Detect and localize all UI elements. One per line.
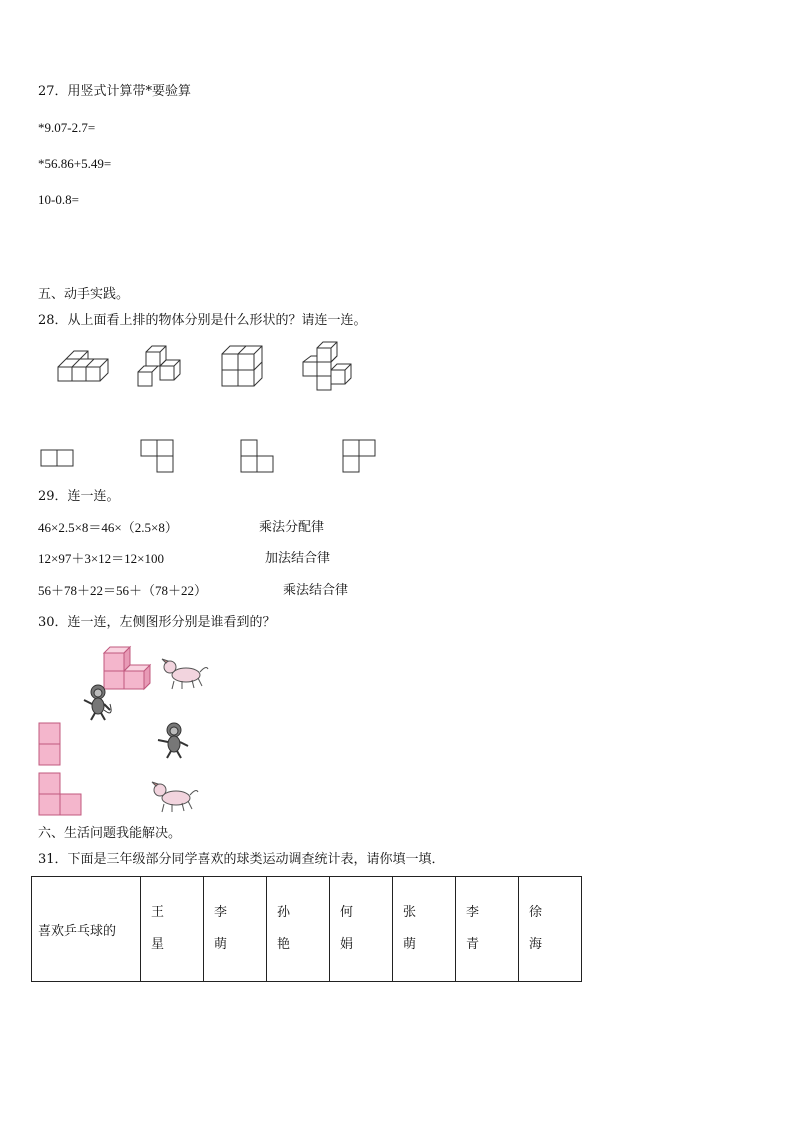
- q28-solid-1: [52, 342, 112, 402]
- q28-view-4: [342, 438, 382, 478]
- section6-title: 六、生活问题我能解决。: [38, 826, 182, 841]
- q27-item-3: 10-0.8=: [38, 192, 79, 207]
- q29-left-3: 56＋78＋22＝56＋（78＋22）: [38, 583, 208, 598]
- q30-view-l-shape: [38, 772, 88, 818]
- name-cell: 张 萌: [393, 877, 456, 982]
- name-cell: 何 娟: [330, 877, 393, 982]
- monkey-icon-2: [152, 720, 196, 760]
- name-cell: 李 萌: [204, 877, 267, 982]
- dog-icon-2: [150, 778, 200, 818]
- q27-item-1: *9.07-2.7=: [38, 120, 96, 135]
- survey-table: [31, 876, 582, 982]
- name-cell: 王 星: [141, 877, 204, 982]
- q29-right-2: 加法结合律: [265, 551, 331, 566]
- q28-solid-3: [216, 340, 276, 400]
- q27-title: 27．用竖式计算带*要验算: [38, 84, 192, 99]
- q29-title: 29．连一连。: [38, 489, 120, 504]
- q29-right-3: 乘法结合律: [283, 583, 349, 598]
- q29-right-1: 乘法分配律: [259, 520, 325, 535]
- name-cell: 徐 海: [519, 877, 582, 982]
- dog-icon: [160, 655, 210, 695]
- table-row: [32, 877, 582, 982]
- q28-view-3: [240, 438, 280, 478]
- q28-solid-2: [134, 340, 194, 400]
- section5-title: 五、动手实践。: [38, 287, 130, 302]
- q30-title: 30．连一连，左侧图形分别是谁看到的？: [38, 615, 276, 630]
- q29-left-1: 46×2.5×8＝46×（2.5×8）: [38, 520, 178, 535]
- q28-solid-4: [297, 336, 361, 400]
- q29-left-2: 12×97＋3×12＝12×100: [38, 551, 164, 566]
- q28-title: 28．从上面看上排的物体分别是什么形状的？请连一连。: [38, 313, 367, 328]
- name-cell: 孙 艳: [267, 877, 330, 982]
- q31-title: 31．下面是三年级部分同学喜欢的球类运动调查统计表，请你填一填．: [38, 852, 445, 867]
- q28-view-2: [140, 438, 180, 478]
- q27-item-2: *56.86+5.49=: [38, 156, 112, 171]
- q28-view-1: [40, 448, 80, 470]
- name-cell: 李 青: [456, 877, 519, 982]
- row-label: 喜欢乒乓球的: [32, 877, 141, 982]
- q30-view-vertical: [38, 722, 68, 768]
- monkey-icon: [80, 682, 120, 722]
